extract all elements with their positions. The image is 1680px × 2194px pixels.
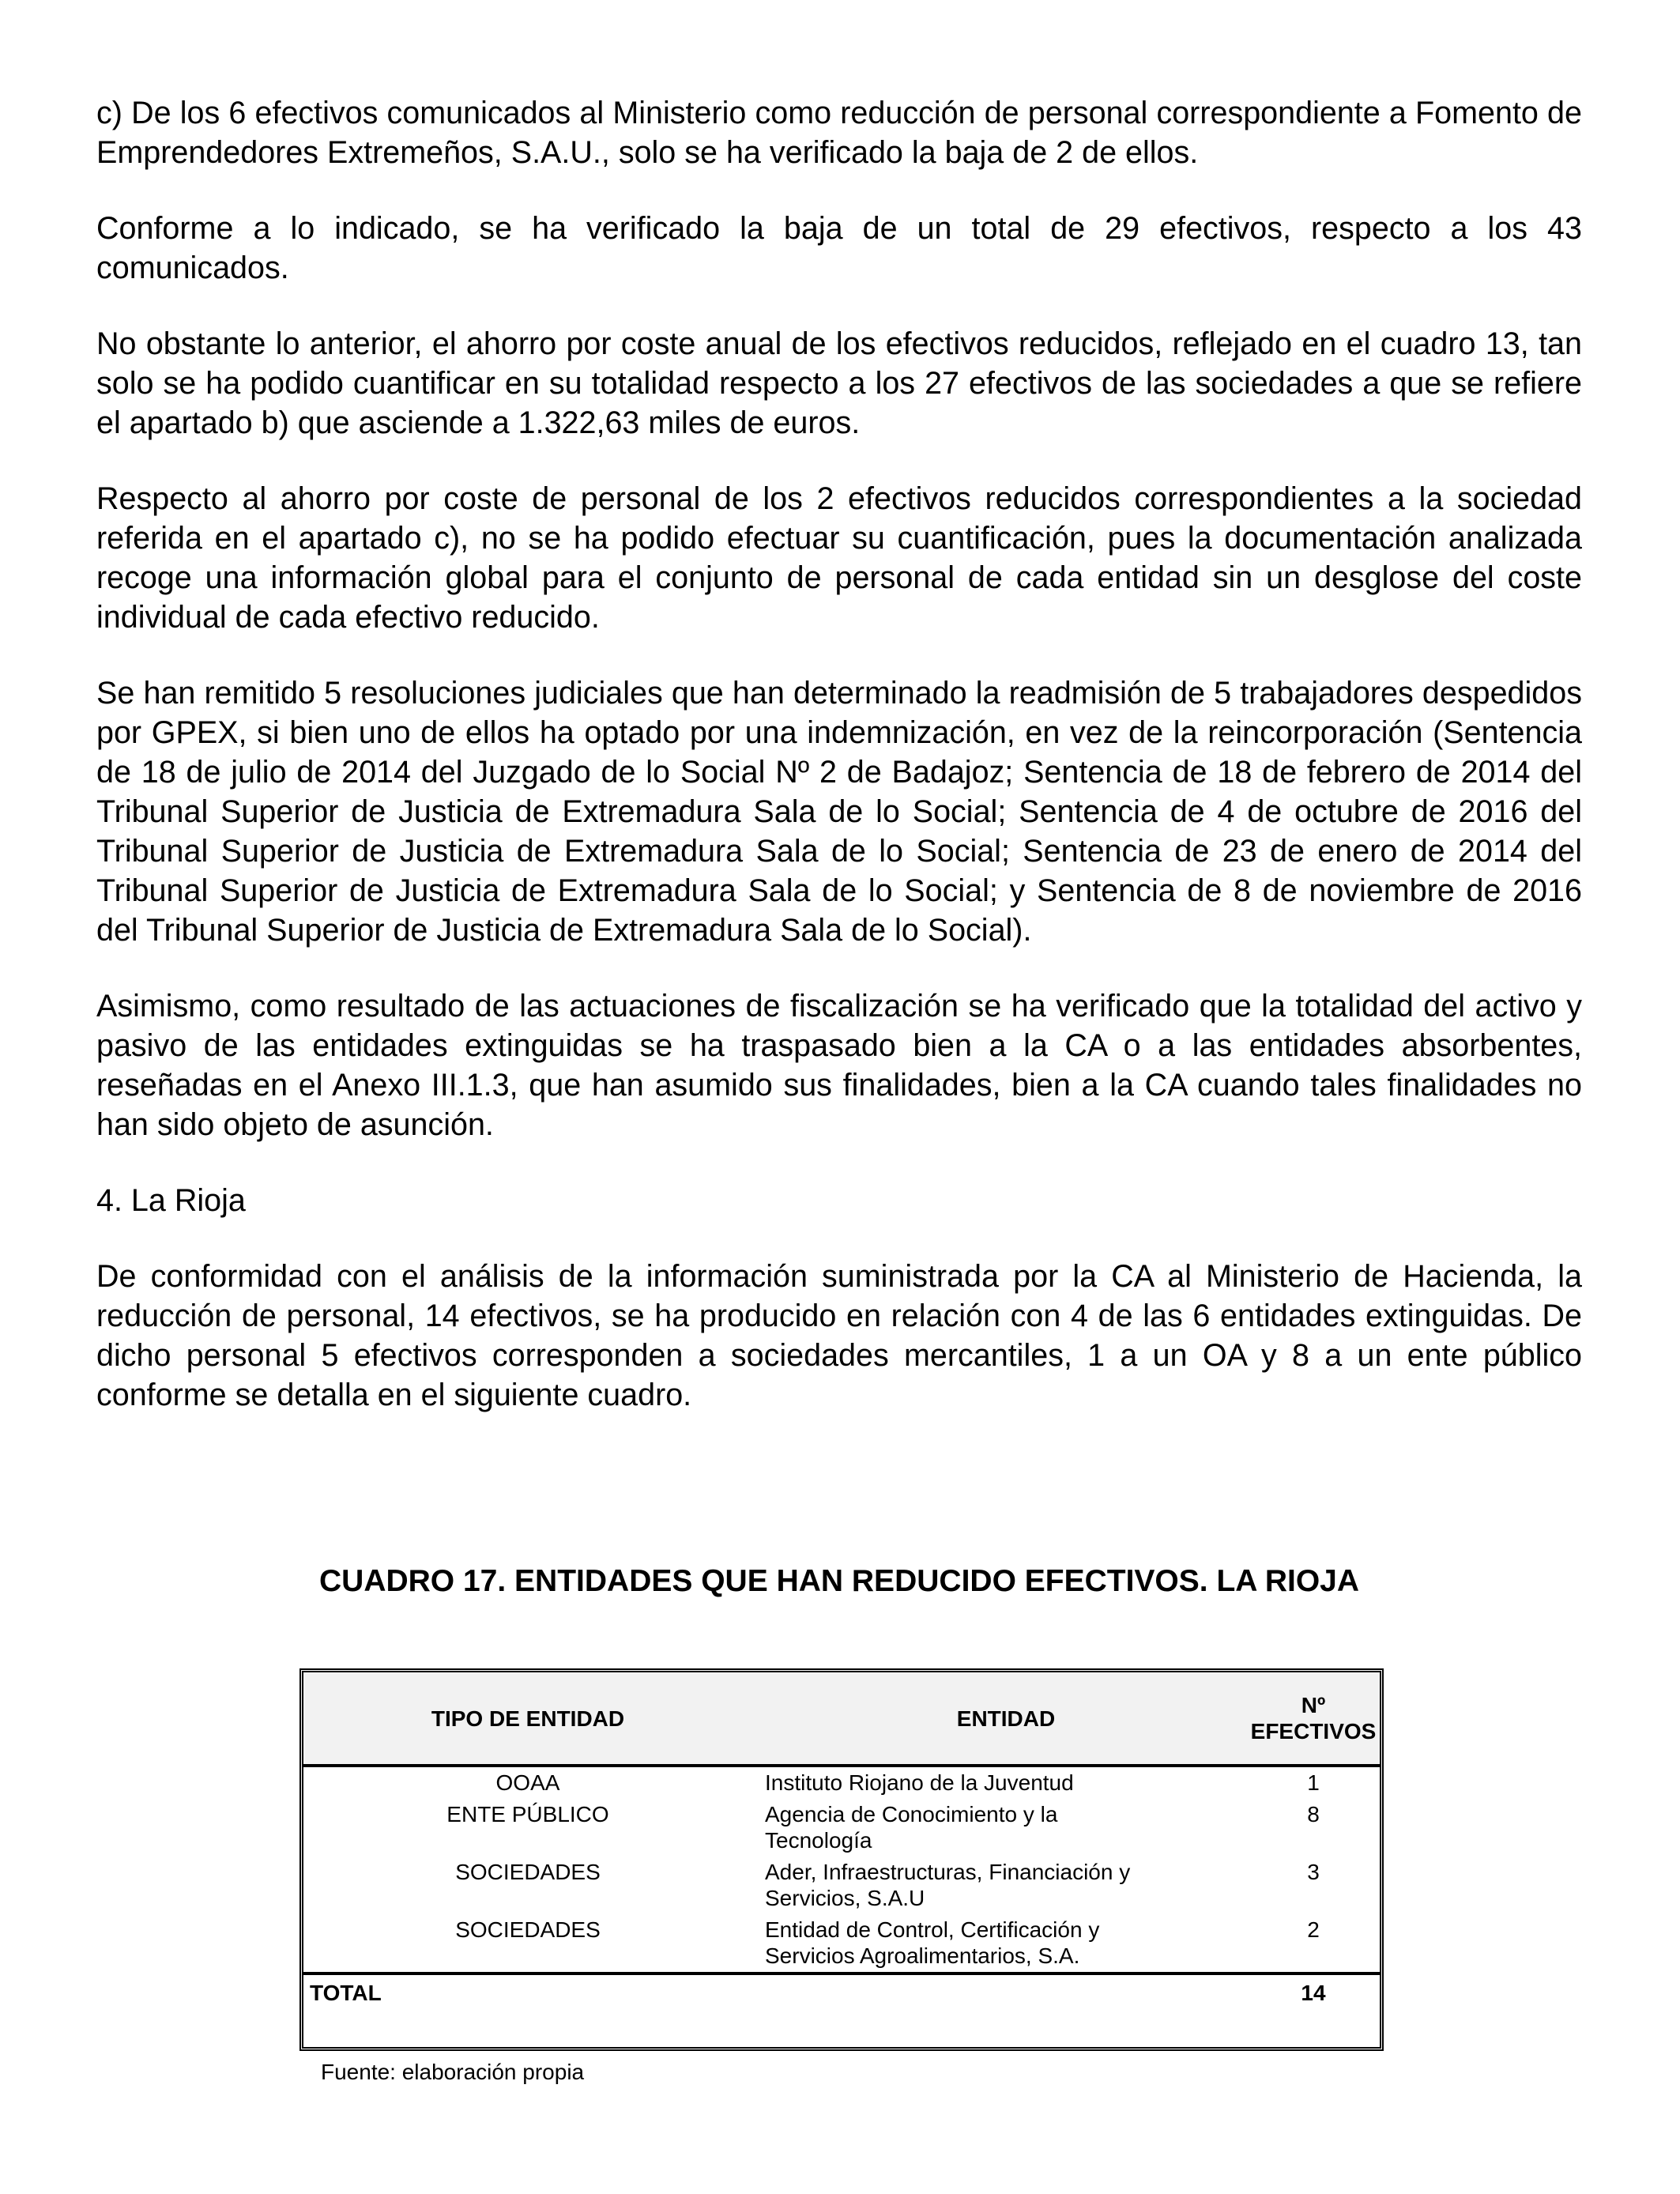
cell-entidad-line2: Servicios Agroalimentarios, S.A. [765,1943,1080,1968]
cell-entidad-line2: Servicios, S.A.U [765,1886,925,1910]
cell-entidad-line1: Ader, Infraestructuras, Financiación y [765,1860,1131,1884]
paragraph-ahorro-coste: No obstante lo anterior, el ahorro por coste anual de los efectivos reducidos, reflejado en el cuadro 13, tan solo se ha podido cuantificar en su totalidad respecto a los 27 efectivos de las sociedades a que se refiere el apartado b) que asciende a 1.322,63 miles de euros. [96,326,1582,440]
cell-entidad [752,1857,1247,1914]
document-page [96,93,1582,2084]
header-num-efectivos [1247,1672,1380,1766]
table-row [303,1914,1380,1973]
table-header-row [303,1672,1380,1766]
cell-entidad [752,1766,1247,1799]
paragraph-total-bajas: Conforme a lo indicado, se ha verificado la baja de un total de 29 efectivos, respecto a los 43 comunicados. [96,211,1582,285]
table-source: Fuente: elaboración propia [321,2060,585,2084]
cell-num: 1 [1307,1770,1320,1795]
table-row [303,1799,1380,1857]
header-num-line1: Nº [1301,1693,1326,1717]
table-frame [299,1668,1384,2051]
cell-entidad-line1: Entidad de Control, Certificación y [765,1917,1100,1942]
cell-entidad-line2: Tecnología [765,1828,872,1853]
table-total-row [303,1973,1380,2012]
table-row [303,1766,1380,1799]
total-label: TOTAL [303,1973,752,2012]
cell-entidad [752,1914,1247,1973]
header-entidad: ENTIDAD [752,1672,1247,1766]
cell-entidad-line1: Instituto Riojano de la Juventud [765,1770,1074,1795]
cell-tipo: SOCIEDADES [455,1860,601,1884]
entities-table [303,1672,1380,2012]
table-title: CUADRO 17. ENTIDADES QUE HAN REDUCIDO EFECTIVOS. LA RIOJA [318,1564,1360,1598]
cell-num: 2 [1307,1917,1320,1942]
section-heading-la-rioja: 4. La Rioja [96,1183,246,1218]
cell-num: 8 [1307,1802,1320,1826]
header-num-line2: EFECTIVOS [1250,1719,1377,1744]
paragraph-ahorro-personal: Respecto al ahorro por coste de personal de los 2 efectivos reducidos correspondientes a la sociedad referida en el apartado c), no se ha podido efectuar su cuantificación, pues la documentación analizada recoge una información global para el conjunto de personal de cada entidad sin un desglose del coste individual de cada efectivo reducido. [96,481,1582,635]
cell-num: 3 [1307,1860,1320,1884]
paragraph-fiscalizacion: Asimismo, como resultado de las actuaciones de fiscalización se ha verificado que la totalidad del activo y pasivo de las entidades extinguidas se ha traspasado bien a la CA o a las entidades absorbentes, reseñadas en el Anexo III.1.3, que han asumido sus finalidades, bien a la CA cuando tales finalidades no han sido objeto de asunción. [96,989,1582,1142]
paragraph-la-rioja: De conformidad con el análisis de la información suministrada por la CA al Ministerio de Hacienda, la reducción de personal, 14 efectivos, se ha producido en relación con 4 de las 6 entidades extinguidas. De dicho personal 5 efectivos corresponden a sociedades mercantiles, 1 a un OA y 8 a un ente público conforme se detalla en el siguiente cuadro. [96,1259,1582,1412]
header-tipo: TIPO DE ENTIDAD [303,1672,752,1766]
total-num: 14 [1247,1973,1380,2012]
table-row [303,1857,1380,1914]
cell-tipo: SOCIEDADES [455,1917,601,1942]
cell-entidad-line1: Agencia de Conocimiento y la [765,1802,1058,1826]
cell-tipo: ENTE PÚBLICO [446,1802,609,1826]
paragraph-c: c) De los 6 efectivos comunicados al Ministerio como reducción de personal correspondiente a Fomento de Emprendedores Extremeños, S.A.U., solo se ha verificado la baja de 2 de ellos. [96,96,1582,170]
paragraph-resoluciones: Se han remitido 5 resoluciones judiciales que han determinado la readmisión de 5 trabajadores despedidos por GPEX, si bien uno de ellos ha optado por una indemnización, en vez de la reincorporación (Sentencia de 18 de julio de 2014 del Juzgado de lo Social Nº 2 de Badajoz; Sentencia de 18 de febrero de 2014 del Tribunal Superior de Justicia de Extremadura Sala de lo Social; Sentencia de 4 de octubre de 2016 del Tribunal Superior de Justicia de Extremadura Sala de lo Social; Sentencia de 23 de enero de 2014 del Tribunal Superior de Justicia de Extremadura Sala de lo Social; y Sentencia de 8 de noviembre de 2016 del Tribunal Superior de Justicia de Extremadura Sala de lo Social). [96,676,1582,948]
total-empty-cell [752,1973,1247,2012]
cell-entidad [752,1799,1247,1857]
cell-tipo: OOAA [495,1770,560,1795]
